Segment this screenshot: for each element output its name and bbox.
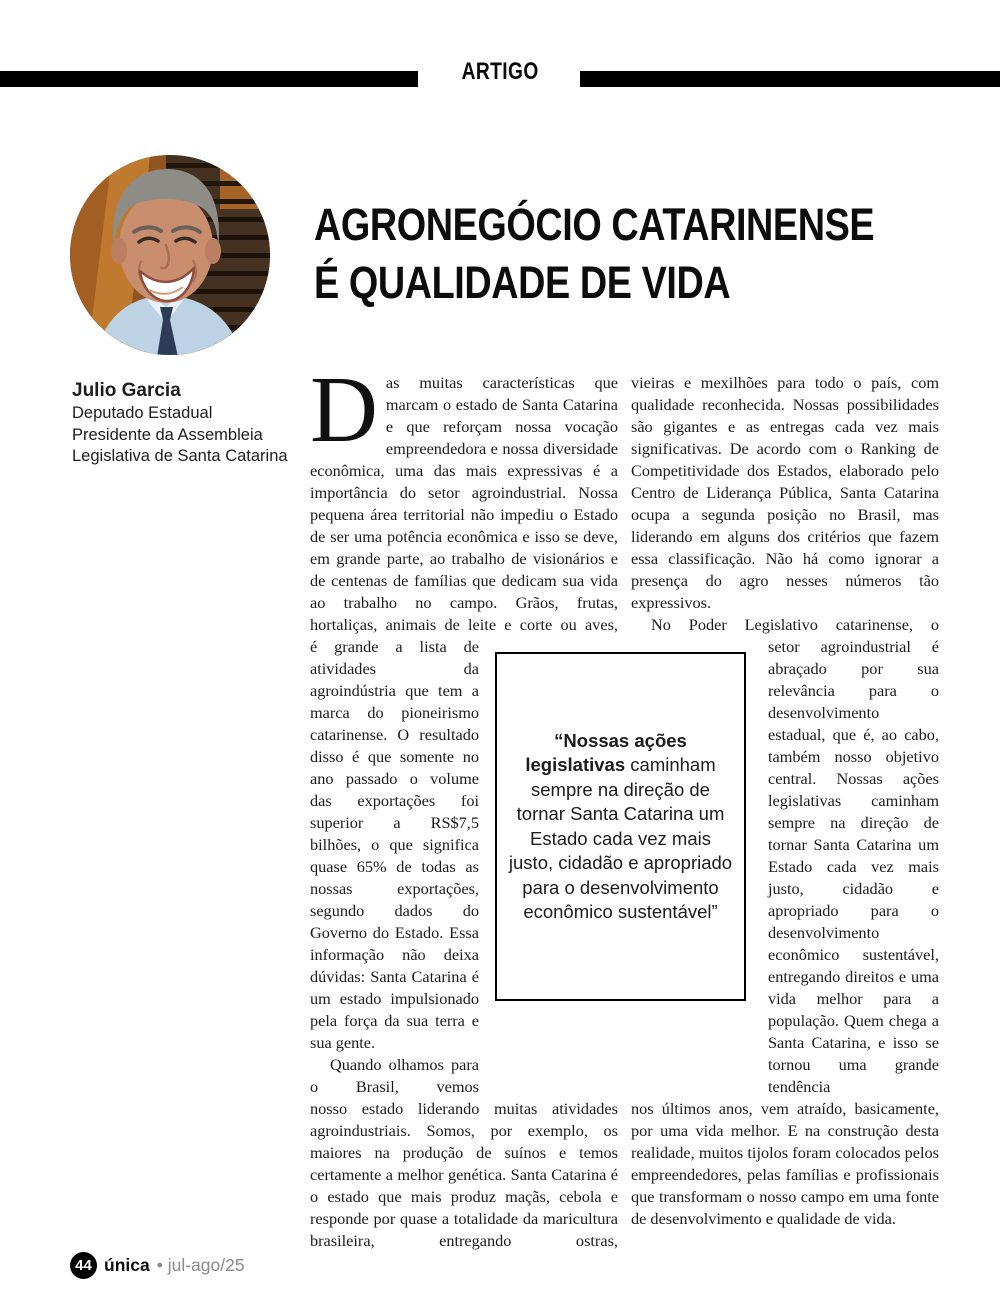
pull-quote-bold: “Nossas ações legislativas [525, 729, 687, 775]
magazine-name: única [104, 1255, 150, 1275]
article-title [314, 196, 874, 312]
paragraph-col1-narrow: é grande a lista de atividades da agroindústria que tem a marca do pioneirismo catarinense. O resultado disso é que somente no ano passado o volume das exportações foi superior a RS$7,5 bilhões, o que significa quase 65% de todas as nossas exportações, segundo dados do Governo do Estado. Essa informação não deixa dúvidas: Santa Catarina é um estado impulsionado pela força da sua terra e sua gente. [310, 637, 479, 1052]
article-title-line2: É QUALIDADE DE VIDA [314, 257, 731, 308]
paragraph-col2-top: vieiras e mexilhões para todo o país, com qualidade reconhecida. Nossas possibilidades são gigantes e as entregas cada vez mais significativas. De acordo com o Ranking de Competitividade dos Estados, elaborado pelo Centro de Liderança Pública, Santa Catarina ocupa a segunda posição no Brasil, mas liderando em alguns dos critérios que fazem essa classificação. Não há como ignorar a presença do agro nesses números tão expressivos. [631, 373, 939, 612]
author-photo [70, 155, 270, 355]
issue-label: • jul-ago/25 [156, 1255, 245, 1275]
pull-quote-rest: caminham sempre na direção de tornar Santa Catarina um Estado cada vez mais justo, cidadão e apropriado para o desenvolvimento econômico sustentável” [508, 754, 733, 922]
page-footer [70, 1252, 245, 1279]
author-role-1: Deputado Estadual [72, 404, 213, 422]
paragraph-col2-bottom: nos últimos anos, vem atraído, basicamente, por uma vida melhor. E na construção desta realidade, muitos tijolos foram colocados pelos empreendedores, pelas famílias e profissionais que transformam o nosso campo em uma fonte de desenvolvimento e qualidade de vida. [631, 1099, 939, 1228]
author-role-3: Legislativa de Santa Catarina [72, 447, 288, 465]
paragraph-col1-narrow-cont: Quando olhamos para o Brasil, vemos [310, 1055, 479, 1096]
portrait-illustration [70, 155, 270, 355]
col1-narrow-wrap [310, 636, 479, 1098]
paragraph-col1-bottom: nosso estado liderando muitas atividades agroindustriais. Somos, por exemplo, os maiores na produção de suínos e temos certamente a melhor genética. Santa Catarina é o estado que mais produz maçãs, cebola e responde por quase a totalidade da maricultura brasileira, entregando ostras, [310, 1099, 618, 1250]
pull-quote-text [507, 729, 734, 925]
section-header [0, 58, 1000, 86]
paragraph-col2-narrow: setor agroindustrial é abraçado por sua relevância para o desenvolvimento estadual, que é, ao cabo, também nosso objetivo central. Nossas ações legislativas caminham sempre na direção de tornar Santa Catarina um Estado cada vez mais justo, cidadão e apropriado para o desenvolvimento econômico sustentável, entregando direitos e uma vida melhor para a população. Quem chega a Santa Catarina, e isso se tornou uma grande tendência [768, 637, 939, 1096]
author-role-2: Presidente da Assembleia [72, 425, 263, 444]
author-name: Julio Garcia [72, 380, 181, 401]
author-block [72, 379, 288, 468]
paragraph-col2-top-cont: No Poder Legislativo catarinense, o [651, 615, 939, 634]
drop-cap: D [310, 358, 378, 462]
pull-quote-box [495, 652, 746, 1001]
paragraph-col1-top: Das muitas características que marcam o estado de Santa Catarina e que reforçam nossa vocação empreendedora e nossa diversidade econômica, uma das mais expressivas é a importância do setor agroindustrial. Nossa pequena área territorial não impediu o Estado de ser uma potência econômica e isso se deve, em grande parte, ao trabalho de visionários e de centenas de famílias que dedicam sua vida ao trabalho no campo. Grãos, frutas, hortaliças, animais de leite e corte ou aves, [310, 358, 618, 634]
col2-narrow-wrap [768, 636, 939, 1098]
article-title-line1: AGRONEGÓCIO CATARINENSE [314, 199, 875, 250]
section-label: ARTIGO [461, 58, 539, 85]
page-number-badge: 44 [70, 1252, 97, 1279]
